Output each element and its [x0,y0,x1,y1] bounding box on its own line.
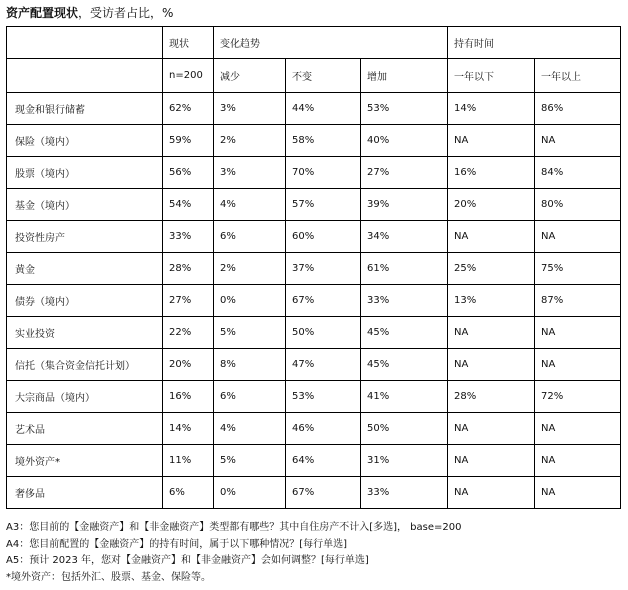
cell-under: 28% [448,381,535,413]
cell-unchanged: 57% [286,189,361,221]
header-decrease: 减少 [214,59,286,93]
row-label-cell: 境外资产* [7,445,163,477]
row-label-cell: 艺术品 [7,413,163,445]
cell-over: 75% [535,253,621,285]
cell-increase: 40% [361,125,448,157]
cell-unchanged: 60% [286,221,361,253]
cell-current: 11% [163,445,214,477]
row-label-cell: 保险（境内） [7,125,163,157]
header-holding-period: 持有时间 [448,27,621,59]
header-over-one-year: 一年以上 [535,59,621,93]
cell-under: NA [448,413,535,445]
cell-unchanged: 58% [286,125,361,157]
cell-unchanged: 37% [286,253,361,285]
cell-under: NA [448,221,535,253]
cell-increase: 45% [361,317,448,349]
table-row [7,253,621,285]
cell-decrease: 0% [214,477,286,509]
header-corner-cell [7,27,163,59]
table-row [7,285,621,317]
cell-over: 80% [535,189,621,221]
cell-decrease: 8% [214,349,286,381]
row-label-cell: 债券（境内） [7,285,163,317]
cell-increase: 41% [361,381,448,413]
cell-increase: 39% [361,189,448,221]
cell-current: 16% [163,381,214,413]
table-row [7,125,621,157]
cell-unchanged: 44% [286,93,361,125]
cell-under: NA [448,445,535,477]
cell-under: NA [448,477,535,509]
cell-increase: 31% [361,445,448,477]
title-bold: 资产配置现状 [6,6,79,20]
cell-current: 59% [163,125,214,157]
cell-over: 72% [535,381,621,413]
header-increase: 增加 [361,59,448,93]
table-row [7,349,621,381]
row-label-cell: 奢侈品 [7,477,163,509]
cell-current: 27% [163,285,214,317]
cell-unchanged: 53% [286,381,361,413]
cell-current: 56% [163,157,214,189]
cell-decrease: 3% [214,93,286,125]
cell-unchanged: 46% [286,413,361,445]
cell-over: NA [535,221,621,253]
row-label-cell: 股票（境内） [7,157,163,189]
cell-over: NA [535,317,621,349]
cell-decrease: 0% [214,285,286,317]
cell-increase: 27% [361,157,448,189]
cell-under: NA [448,349,535,381]
table-row [7,317,621,349]
cell-current: 54% [163,189,214,221]
cell-decrease: 5% [214,445,286,477]
cell-over: NA [535,125,621,157]
cell-increase: 61% [361,253,448,285]
cell-current: 14% [163,413,214,445]
cell-under: 20% [448,189,535,221]
cell-increase: 50% [361,413,448,445]
table-row [7,93,621,125]
cell-unchanged: 64% [286,445,361,477]
cell-under: NA [448,317,535,349]
cell-under: NA [448,125,535,157]
cell-unchanged: 70% [286,157,361,189]
title-subtitle: ，受访者占比，% [78,6,174,20]
row-label-cell: 现金和银行储蓄 [7,93,163,125]
footnote-line: A4：您目前配置的【金融资产】的持有时间，属于以下哪种情况？[每行单选] [6,538,348,550]
cell-decrease: 5% [214,317,286,349]
table-row [7,445,621,477]
cell-increase: 34% [361,221,448,253]
cell-over: NA [535,349,621,381]
footnote-line: A5：预计 2023 年，您对【金融资产】和【非金融资产】会如何调整？[每行单选] [6,555,369,566]
cell-increase: 45% [361,349,448,381]
asset-allocation-table [6,26,621,509]
table-row [7,413,621,445]
table-row [7,189,621,221]
page-title [6,5,173,21]
cell-increase: 33% [361,285,448,317]
cell-decrease: 6% [214,221,286,253]
cell-increase: 33% [361,477,448,509]
cell-over: 87% [535,285,621,317]
cell-decrease: 4% [214,189,286,221]
cell-decrease: 2% [214,253,286,285]
row-label-cell: 大宗商品（境内） [7,381,163,413]
cell-unchanged: 67% [286,477,361,509]
cell-over: NA [535,477,621,509]
row-label-cell: 实业投资 [7,317,163,349]
header-under-one-year: 一年以下 [448,59,535,93]
cell-under: 25% [448,253,535,285]
cell-current: 62% [163,93,214,125]
cell-current: 22% [163,317,214,349]
cell-under: 16% [448,157,535,189]
cell-unchanged: 50% [286,317,361,349]
cell-over: NA [535,413,621,445]
row-label-cell: 信托（集合资金信托计划） [7,349,163,381]
cell-decrease: 2% [214,125,286,157]
row-label-cell: 黄金 [7,253,163,285]
footnotes [6,520,462,586]
cell-over: 84% [535,157,621,189]
header-row-top [7,27,621,59]
header-row-sub [7,59,621,93]
cell-increase: 53% [361,93,448,125]
header-trend: 变化趋势 [214,27,448,59]
cell-decrease: 4% [214,413,286,445]
footnote-line: A3：您目前的【金融资产】和【非金融资产】类型都有哪些？其中自住房产不计入[多选]， base=200 [6,522,462,533]
cell-current: 28% [163,253,214,285]
header-current: 现状 [163,27,214,59]
cell-under: 14% [448,93,535,125]
cell-decrease: 6% [214,381,286,413]
cell-current: 33% [163,221,214,253]
table-row [7,381,621,413]
cell-under: 13% [448,285,535,317]
table-row [7,477,621,509]
table-row [7,221,621,253]
header-unchanged: 不变 [286,59,361,93]
row-label-cell: 基金（境内） [7,189,163,221]
row-label-cell: 投资性房产 [7,221,163,253]
header-empty-cell [7,59,163,93]
cell-current: 20% [163,349,214,381]
cell-current: 6% [163,477,214,509]
cell-decrease: 3% [214,157,286,189]
cell-unchanged: 67% [286,285,361,317]
header-base: n=200 [163,59,214,93]
cell-over: 86% [535,93,621,125]
cell-unchanged: 47% [286,349,361,381]
cell-over: NA [535,445,621,477]
table-row [7,157,621,189]
footnote-line: *境外资产：包括外汇、股票、基金、保险等。 [6,571,211,583]
